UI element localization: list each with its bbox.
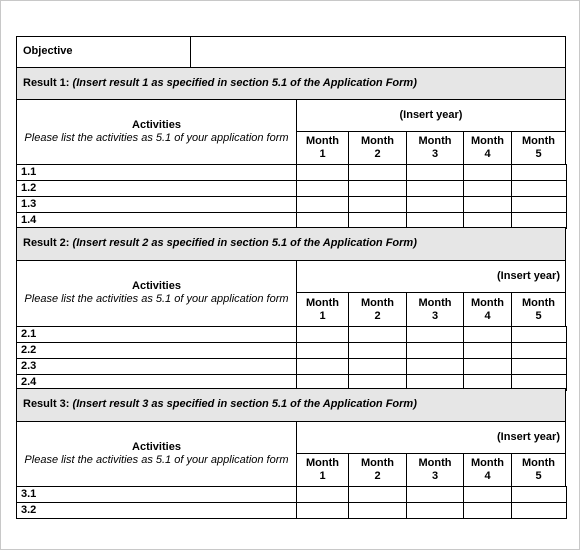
month-5-input-cell[interactable] <box>511 342 567 359</box>
month-3-input-cell[interactable] <box>406 358 464 375</box>
month-1-2: Month 2 <box>348 131 407 165</box>
activity-label-cell[interactable] <box>16 502 297 519</box>
insert-year-2: (Insert year) <box>497 270 560 282</box>
result-2-text: (Insert result 2 as specified in section 5.1 of the Application Form) <box>72 237 417 249</box>
month-2-input-cell[interactable] <box>348 180 407 197</box>
insert-year-1: (Insert year) <box>399 109 463 121</box>
activity-number: 2.1 <box>21 328 37 340</box>
result-2-heading <box>23 237 417 250</box>
month-1-3: Month 3 <box>406 131 464 165</box>
month-3-4: Month 4 <box>463 453 512 487</box>
month-5-input-cell[interactable] <box>511 502 567 519</box>
month-1-input-cell[interactable] <box>296 180 349 197</box>
month-2-input-cell[interactable] <box>348 196 407 213</box>
month-5-input-cell[interactable] <box>511 358 567 375</box>
insert-year-3: (Insert year) <box>497 431 560 443</box>
month-3-input-cell[interactable] <box>406 502 464 519</box>
month-4-input-cell[interactable] <box>463 196 512 213</box>
activity-number: 2.2 <box>21 344 37 356</box>
activity-number: 3.2 <box>21 504 37 516</box>
month-1-input-cell[interactable] <box>296 342 349 359</box>
activity-number: 1.2 <box>21 182 37 194</box>
month-1-input-cell[interactable] <box>296 164 349 181</box>
result-1-text: (Insert result 1 as specified in section 5.1 of the Application Form) <box>72 77 417 89</box>
month-2-input-cell[interactable] <box>348 164 407 181</box>
month-3-input-cell[interactable] <box>406 196 464 213</box>
result-3-heading <box>23 398 417 411</box>
result-1-row <box>16 67 566 100</box>
result-3-prefix: Result 3: <box>23 398 70 410</box>
result-1-heading <box>23 77 417 90</box>
activity-rows-3 <box>0 486 580 520</box>
result-1-prefix: Result 1: <box>23 77 70 89</box>
result-3-text: (Insert result 3 as specified in section 5.1 of the Application Form) <box>72 398 417 410</box>
activities-3-header <box>16 421 297 487</box>
activity-number: 1.3 <box>21 198 37 210</box>
month-2-3: Month 3 <box>406 292 464 327</box>
month-5-input-cell[interactable] <box>511 196 567 213</box>
month-2-1: Month 1 <box>296 292 349 327</box>
result-2-row <box>16 227 566 261</box>
activity-label-cell[interactable] <box>16 358 297 375</box>
month-3-input-cell[interactable] <box>406 326 464 343</box>
month-2-input-cell[interactable] <box>348 502 407 519</box>
activity-number: 1.1 <box>21 166 37 178</box>
month-4-input-cell[interactable] <box>463 486 512 503</box>
year-3-header <box>296 421 566 454</box>
activities-2-title: Activities <box>132 280 181 292</box>
month-1-5: Month 5 <box>511 131 566 165</box>
activities-2-desc: Please list the activities as 5.1 of your application form <box>24 293 289 305</box>
activity-rows-1 <box>0 164 580 228</box>
year-2-header <box>296 260 566 293</box>
activities-1-header <box>16 99 297 165</box>
result-2-prefix: Result 2: <box>23 237 70 249</box>
activity-label-cell[interactable] <box>16 326 297 343</box>
objective-label: Objective <box>23 45 73 57</box>
month-5-input-cell[interactable] <box>511 326 567 343</box>
month-2-input-cell[interactable] <box>348 358 407 375</box>
month-4-input-cell[interactable] <box>463 164 512 181</box>
month-3-input-cell[interactable] <box>406 342 464 359</box>
month-3-input-cell[interactable] <box>406 486 464 503</box>
month-2-2: Month 2 <box>348 292 407 327</box>
month-3-3: Month 3 <box>406 453 464 487</box>
activity-label-cell[interactable] <box>16 164 297 181</box>
month-1-input-cell[interactable] <box>296 196 349 213</box>
month-5-input-cell[interactable] <box>511 486 567 503</box>
activity-number: 2.4 <box>21 376 37 388</box>
activities-1-title: Activities <box>132 119 181 131</box>
activities-2-header <box>16 260 297 327</box>
activity-label-cell[interactable] <box>16 180 297 197</box>
month-2-4: Month 4 <box>463 292 512 327</box>
month-4-input-cell[interactable] <box>463 358 512 375</box>
activities-1-desc: Please list the activities as 5.1 of your application form <box>24 132 289 144</box>
month-3-input-cell[interactable] <box>406 164 464 181</box>
month-4-input-cell[interactable] <box>463 180 512 197</box>
month-1-4: Month 4 <box>463 131 512 165</box>
month-4-input-cell[interactable] <box>463 342 512 359</box>
month-1-input-cell[interactable] <box>296 326 349 343</box>
activities-3-title: Activities <box>132 441 181 453</box>
month-2-input-cell[interactable] <box>348 486 407 503</box>
activity-number: 3.1 <box>21 488 37 500</box>
month-5-input-cell[interactable] <box>511 180 567 197</box>
month-2-input-cell[interactable] <box>348 326 407 343</box>
objective-label-cell <box>16 36 191 68</box>
activity-number: 2.3 <box>21 360 37 372</box>
activity-rows-2 <box>0 326 580 390</box>
month-1-1: Month 1 <box>296 131 349 165</box>
objective-input-cell[interactable] <box>190 36 566 68</box>
activity-label-cell[interactable] <box>16 486 297 503</box>
month-1-input-cell[interactable] <box>296 486 349 503</box>
month-2-input-cell[interactable] <box>348 342 407 359</box>
year-1-header <box>296 99 566 132</box>
activity-number: 1.4 <box>21 214 37 226</box>
month-2-5: Month 5 <box>511 292 566 327</box>
result-3-row <box>16 388 566 422</box>
month-5-input-cell[interactable] <box>511 164 567 181</box>
month-3-5: Month 5 <box>511 453 566 487</box>
activities-3-desc: Please list the activities as 5.1 of your application form <box>24 454 289 466</box>
month-4-input-cell[interactable] <box>463 502 512 519</box>
month-1-input-cell[interactable] <box>296 358 349 375</box>
activity-label-cell[interactable] <box>16 196 297 213</box>
month-3-input-cell[interactable] <box>406 180 464 197</box>
month-1-input-cell[interactable] <box>296 502 349 519</box>
month-3-2: Month 2 <box>348 453 407 487</box>
month-3-1: Month 1 <box>296 453 349 487</box>
month-4-input-cell[interactable] <box>463 326 512 343</box>
activity-label-cell[interactable] <box>16 342 297 359</box>
